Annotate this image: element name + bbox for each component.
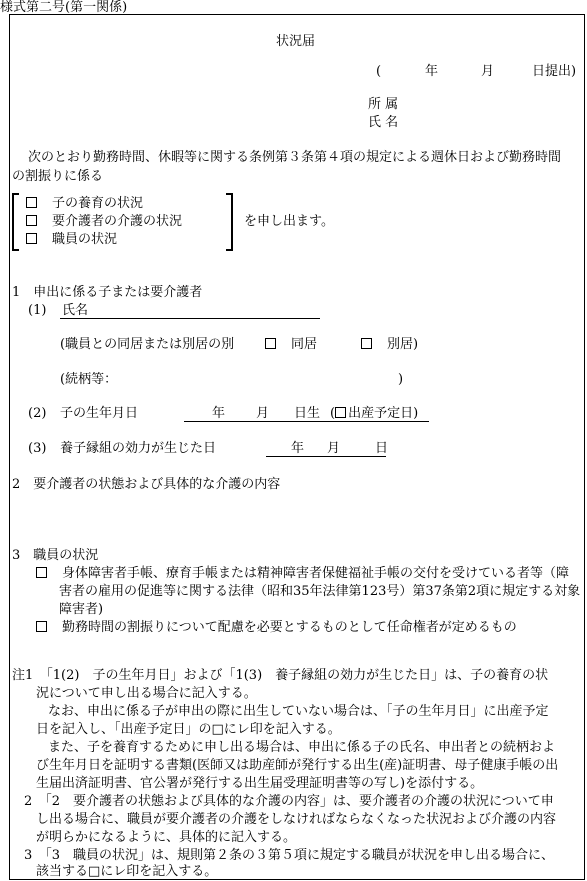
option-care-label: 要介護者の介護の状況 [52, 214, 183, 229]
item3-month: 月 [327, 441, 341, 456]
item3-number: (3) [28, 441, 47, 456]
note2-line1: 2 「2 要介護者の状態および具体的な介護の内容」は、要介護者の介護の状況について申 [24, 794, 554, 809]
designated-checkbox[interactable] [36, 621, 47, 632]
section3-option1-line1: 身体障害者手帳、療育手帳または精神障害者保健福祉手帳の交付を受けている者等（障 [62, 566, 570, 581]
item2-day: 日生 [294, 406, 321, 421]
same-checkbox[interactable] [265, 338, 276, 349]
item1-label: 氏名 [62, 303, 89, 318]
separate-checkbox[interactable] [361, 338, 372, 349]
staff-checkbox[interactable] [26, 233, 37, 244]
item2-year: 年 [212, 406, 226, 421]
cohab-separate [361, 337, 418, 352]
care-details-area[interactable] [12, 494, 572, 544]
expected-checkbox[interactable] [335, 407, 346, 418]
option-staff [26, 232, 117, 247]
name-underline[interactable] [60, 318, 320, 319]
note3-line2: 該当する□にレ印を記入する。 [36, 864, 218, 879]
section2-heading: 2 要介護者の状態および具体的な介護の内容 [12, 477, 281, 492]
date-year-label: 年 [425, 64, 439, 79]
item1-number: (1) [28, 303, 47, 318]
date-open: ( [376, 64, 382, 79]
expected-date [330, 406, 418, 421]
option-staff-label: 職員の状況 [52, 232, 118, 247]
item2-month: 月 [256, 406, 270, 421]
section3-option2 [36, 620, 517, 635]
item3-label: 養子縁組の効力が生じた日 [60, 441, 217, 456]
section1-heading: 1 申出に係る子または要介護者 [12, 285, 203, 300]
relation-open: (続柄等： [60, 372, 118, 387]
expected-open: ( [330, 406, 336, 421]
option-care [26, 214, 182, 229]
note1-line4: 日を記入し、「出産予定日」の□にレ印を記入する。 [36, 722, 341, 737]
item2-label: 子の生年月日 [60, 406, 139, 421]
disability-checkbox[interactable] [36, 567, 47, 578]
date-day-label: 日提出) [532, 64, 577, 79]
note3-line1: 3 「3 職員の状況」は、規則第２条の３第５項に規定する職員が状況を申し出る場合に、 [24, 848, 555, 863]
note1-line6: び生年月日を証明する書類(医師又は助産師が発行する出生(産)証明書、母子健康手帳の出 [36, 758, 559, 773]
section3-heading: 3 職員の状況 [12, 548, 99, 563]
options-suffix: を申し出ます。 [244, 214, 334, 229]
form-label: 様式第二号(第一関係) [0, 0, 128, 15]
relation-close: ) [398, 372, 404, 387]
note2-line2: し出る場合に、職員が要介護者の介護をしなければならなくなった状況および介護の内容 [36, 812, 557, 827]
intro-line-1: 次のとおり勤務時間、休暇等に関する条例第３条第４項の規定による週休日および勤務時間 [28, 150, 562, 165]
page-title: 状況届 [276, 34, 316, 49]
childcare-checkbox[interactable] [26, 197, 37, 208]
section3-option1 [36, 566, 569, 581]
left-bracket [12, 193, 19, 251]
note1-line7: 生届出済証明書、官公署が発行する出生届受理証明書等の写し)を添付する。 [36, 776, 484, 791]
option-childcare [26, 196, 143, 211]
name-label: 氏 名 [368, 115, 399, 130]
option-childcare-label: 子の養育の状況 [52, 196, 144, 211]
right-bracket [226, 193, 233, 251]
cohab-same-label: 同居 [291, 337, 318, 352]
section3-option1-line3: 障害者) [59, 602, 104, 617]
note1-line1: 注1 「1(2) 子の生年月日」および「1(3) 養子縁組の効力が生じた日」は、子の養育の状 [12, 668, 549, 683]
cohab-separate-label: 別居) [387, 337, 419, 352]
expected-label: 出産予定日) [348, 406, 419, 421]
intro-line-2: の割振りに係る [12, 169, 104, 184]
note1-line2: 況について申し出る場合に記入する。 [36, 686, 257, 701]
section3-option2-label: 勤務時間の割振りについて配慮を必要とするものとして任命権者が定めるもの [62, 620, 517, 635]
section3-option1-line2: 害者の雇用の促進等に関する法律（昭和35年法律第123号）第37条第2項に規定する対象 [59, 584, 581, 599]
birthdate-underline[interactable] [184, 421, 429, 422]
cohab-open: (職員との同居または別居の別 [60, 337, 235, 352]
item3-year: 年 [291, 441, 305, 456]
note1-line5: また、子を養育するために申し出る場合は、申出に係る子の氏名、申出者との続柄およ [48, 740, 556, 755]
item2-number: (2) [28, 406, 47, 421]
affiliation-label: 所 属 [368, 97, 399, 112]
cohab-same [265, 337, 317, 352]
item3-day: 日 [375, 441, 389, 456]
date-month-label: 月 [481, 64, 495, 79]
adoption-underline[interactable] [266, 456, 386, 457]
note1-line3: なお、申出に係る子が申出の際に出生していない場合は、「子の生年月日」に出産予定 [48, 704, 549, 719]
care-checkbox[interactable] [26, 215, 37, 226]
note2-line3: が明らかになるように、具体的に記入する。 [36, 830, 297, 845]
